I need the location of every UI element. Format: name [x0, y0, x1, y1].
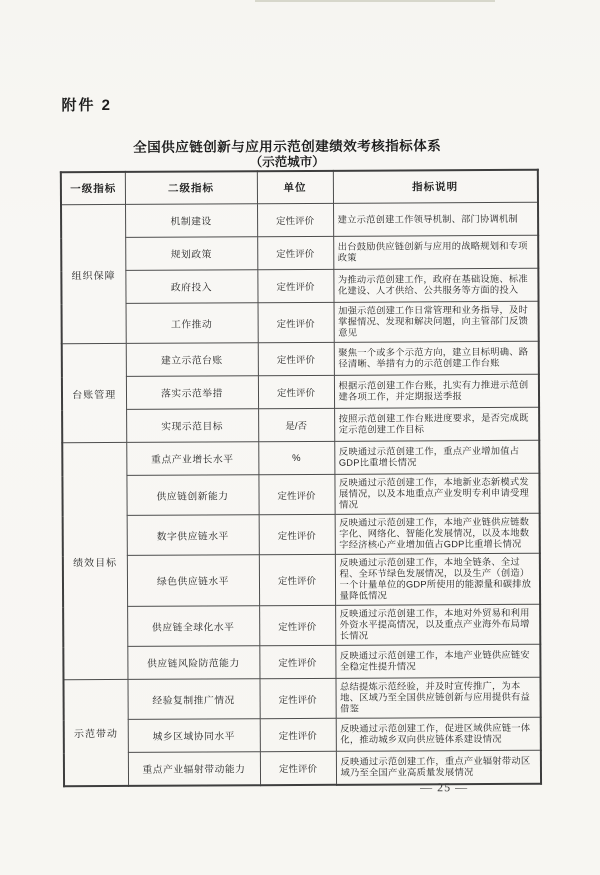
unit-cell: 定性评价	[257, 236, 333, 269]
table-row	[62, 473, 539, 515]
description-cell: 反映通过示范创建工作，本地产业链供应链数字化、网络化、智能化发展情况，以及本地数字经济核心产业增加值占GDP比重增长情况	[335, 513, 540, 554]
description-cell: 聚焦一个或多个示范方向，建立目标明确、路径清晰、举措有力的示范创建工作台账	[334, 341, 539, 375]
indicator-cell: 供应链风险防范能力	[127, 646, 259, 680]
indicator-cell: 城乡区域协同水平	[128, 719, 260, 753]
indicator-cell: 供应链创新能力	[126, 475, 258, 516]
table-row	[62, 407, 539, 442]
indicator-cell: 绿色供应链水平	[127, 555, 259, 607]
table-row	[63, 677, 540, 719]
indicator-table	[60, 169, 542, 787]
header-row	[61, 170, 538, 205]
table-row	[62, 341, 539, 376]
description-cell: 按照示范创建工作台账进度要求，是否完成既定示范创建工作目标	[334, 407, 539, 441]
level1-indicator-cell: 绩效目标	[62, 442, 127, 679]
header-level2-indicator: 二级指标	[125, 171, 257, 204]
header-level1-indicator: 一级指标	[61, 172, 125, 205]
indicator-cell: 建立示范台账	[126, 343, 258, 377]
description-cell: 反映通过示范创建工作，促进区域供应链一体化，推动城乡双向供应链体系建设情况	[336, 717, 541, 751]
unit-cell: 定性评价	[259, 605, 335, 645]
unit-cell: 定性评价	[257, 203, 333, 236]
indicator-cell: 重点产业增长水平	[126, 442, 258, 476]
indicator-cell: 供应链全球化水平	[127, 606, 259, 647]
header-description: 指标说明	[333, 170, 538, 204]
description-cell: 反映通过示范创建工作，本地产业链供应链安全稳定性提升情况	[335, 644, 540, 678]
document-title: 全国供应链创新与应用示范创建绩效考核指标体系	[133, 138, 442, 155]
unit-cell: 定性评价	[257, 269, 333, 302]
unit-cell: 定性评价	[259, 554, 335, 605]
description-cell: 反映通过示范创建工作，重点产业增加值占GDP比重增长情况	[334, 440, 539, 474]
table-row	[64, 717, 541, 752]
description-cell: 反映通过示范创建工作，本地新业态新模式发展情况，以及本地重点产业发明专利申请受理情况	[334, 473, 539, 514]
header-unit: 单位	[257, 171, 333, 204]
description-cell: 反映通过示范创建工作，重点产业辐射带动区域乃至全国产业高质量发展情况	[336, 750, 541, 785]
table-row	[63, 513, 540, 555]
unit-cell: 定性评价	[258, 474, 334, 514]
indicator-cell: 落实示范举措	[126, 376, 258, 410]
table-row	[62, 301, 539, 343]
attachment-label: 附件 2	[61, 96, 113, 115]
table-row	[62, 440, 539, 475]
level1-indicator-cell: 台账管理	[62, 343, 127, 442]
level1-indicator-cell: 示范带动	[63, 679, 128, 786]
indicator-cell: 工作推动	[126, 303, 258, 344]
description-cell: 建立示范创建工作领导机制、部门协调机制	[333, 202, 538, 236]
indicator-cell: 实现示范目标	[126, 409, 258, 443]
unit-cell: 定性评价	[258, 302, 334, 342]
unit-cell: 是/否	[258, 408, 334, 441]
document-subtitle: （示范城市）	[249, 154, 325, 170]
description-cell: 出台鼓励供应链创新与应用的战略规划和专项政策	[333, 235, 538, 269]
table-row	[63, 644, 540, 679]
unit-cell: 定性评价	[259, 514, 335, 554]
description-cell: 为推动示范创建工作，政府在基础设施、标准化建设、人才供给、公共服务等方面的投入	[333, 268, 538, 302]
unit-cell: 定性评价	[258, 375, 334, 408]
description-cell: 总结提炼示范经验，并及时宣传推广，为本地、区域乃至全国供应链创新与应用提供有益借鉴	[335, 677, 540, 718]
unit-cell: 定性评价	[259, 645, 335, 678]
indicator-cell: 规划政策	[125, 237, 257, 271]
unit-cell: %	[258, 441, 334, 474]
page-number: — 25 —	[420, 780, 469, 795]
unit-cell: 定性评价	[260, 718, 336, 751]
level1-indicator-cell: 组织保障	[61, 204, 126, 343]
unit-cell: 定性评价	[259, 678, 335, 718]
table-row	[64, 750, 541, 786]
unit-cell: 定性评价	[258, 342, 334, 375]
table-row	[61, 202, 538, 237]
indicator-table-wrap	[60, 169, 542, 787]
table-row	[63, 553, 540, 606]
indicator-cell: 机制建设	[125, 204, 257, 238]
unit-cell: 定性评价	[260, 751, 336, 785]
description-cell: 反映通过示范创建工作，本地对外贸易和利用外资水平提高情况，以及重点产业海外布局增长情况	[335, 604, 540, 645]
indicator-cell: 经验复制推广情况	[127, 679, 259, 720]
description-cell: 反映通过示范创建工作，本地全链条、全过程、全环节绿色发展情况，以及生产（创造）一个计量单位的GDP所使用的能源量和碳排放量降低情况	[335, 553, 540, 605]
table-row	[63, 604, 540, 646]
indicator-cell: 数字供应链水平	[127, 515, 259, 556]
table-row	[61, 235, 538, 270]
table-row	[62, 374, 539, 409]
description-cell: 根据示范创建工作台账，扎实有力推进示范创建各项工作，并定期报送季报	[334, 374, 539, 408]
description-cell: 加强示范创建工作日常管理和业务指导，及时掌握情况、发现和解决问题，向主管部门反馈意见	[334, 301, 539, 342]
table-row	[61, 268, 538, 303]
indicator-cell: 政府投入	[125, 270, 257, 304]
indicator-cell: 重点产业辐射带动能力	[128, 752, 260, 786]
